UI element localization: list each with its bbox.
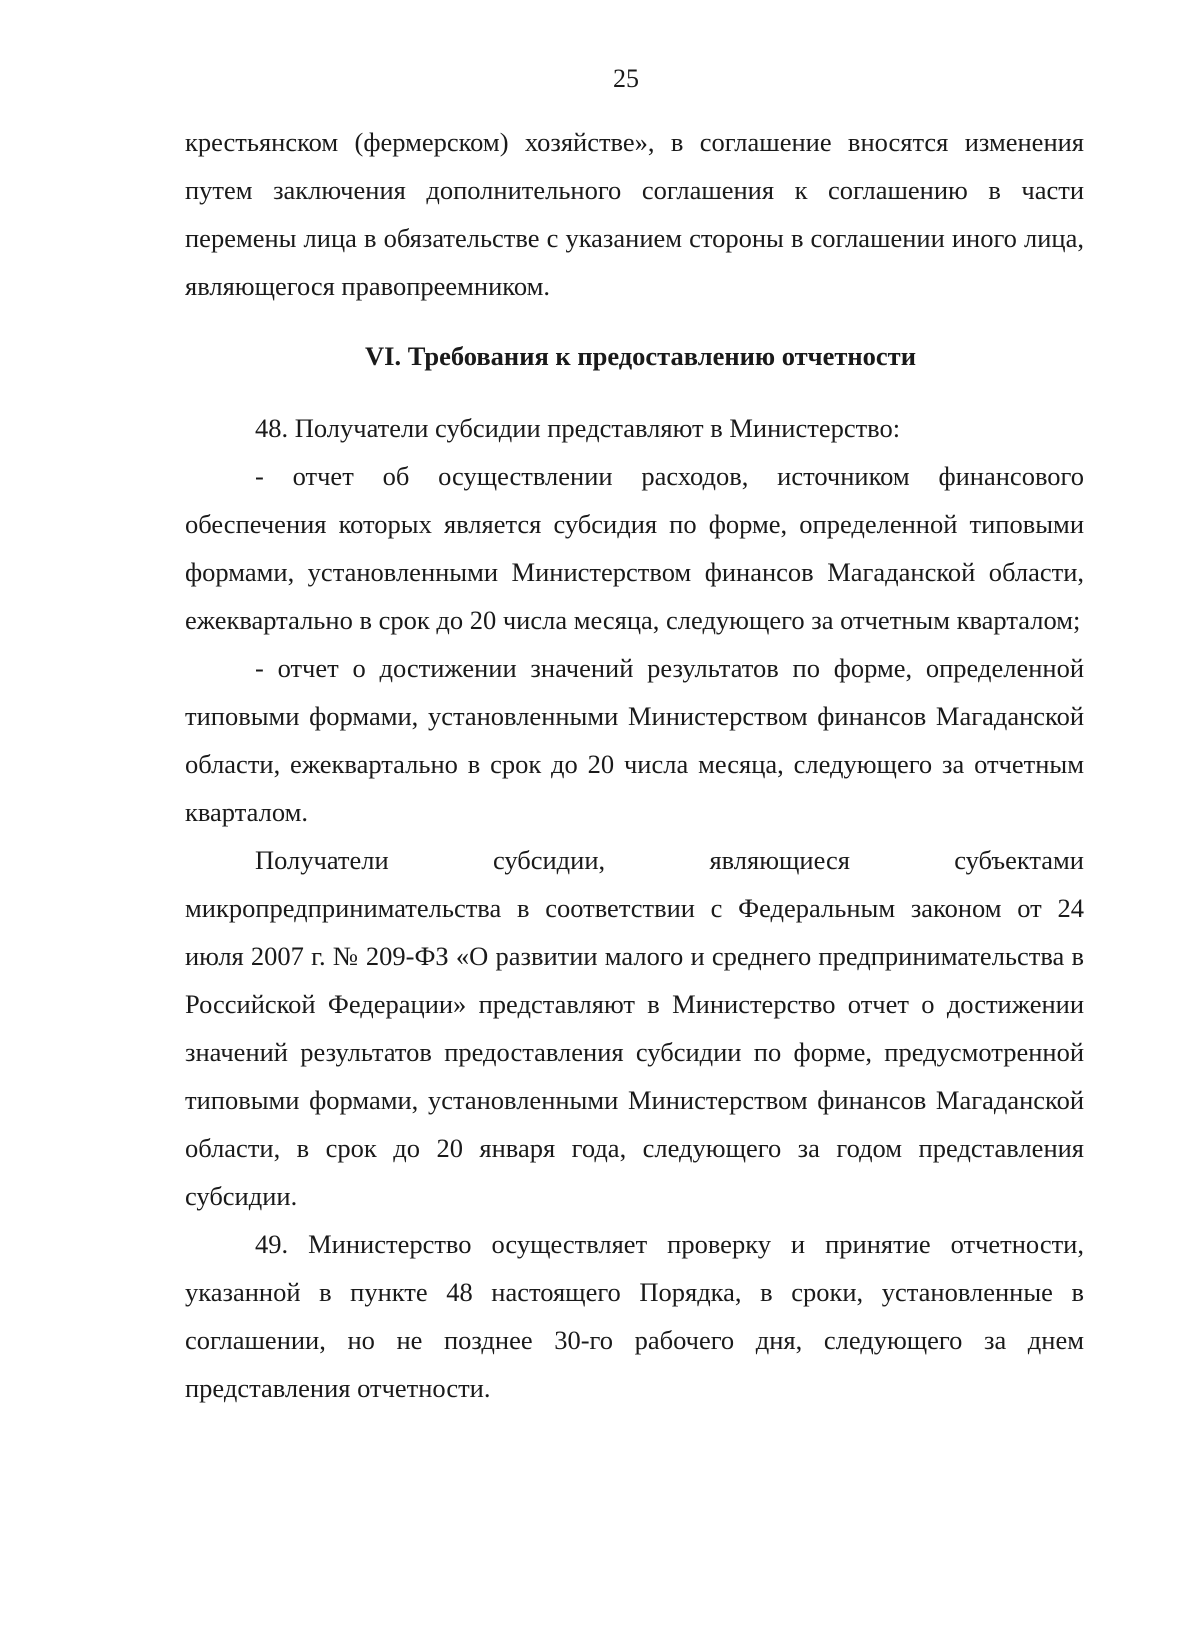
paragraph-48-item-2: - отчет о достижении значений результатов по форме, определенной типовыми формами, установленными Министерством финансов Магаданской области, ежеквартально в срок до 20 числа месяца, следующего за отчетным кварталом. <box>185 653 1084 827</box>
page-number: 25 <box>613 64 639 93</box>
paragraph-49: 49. Министерство осуществляет проверку и принятие отчетности, указанной в пункте 48 настоящего Порядка, в сроки, установленные в соглашении, но не позднее 30-го рабочего дня, следующего за днем представления отчетности. <box>185 1229 1084 1403</box>
document-body <box>185 118 1084 1412</box>
section-heading: VI. Требования к предоставлению отчетности <box>365 341 916 371</box>
paragraph-48-micro: Получатели субсидии, являющиеся субъектами микропредпринимательства в соответствии с Федеральным законом от 24 июля 2007 г. № 209-ФЗ «О развитии малого и среднего предпринимательства в Российской Федерации» представляют в Министерство отчет о достижении значений результатов предоставления субсидии по форме, предусмотренной типовыми формами, установленными Министерством финансов Магаданской области, в срок до 20 января года, следующего за годом представления субсидии. <box>185 845 1084 1211</box>
paragraph-continuation: крестьянском (фермерском) хозяйстве», в соглашение вносятся изменения путем заключения дополнительного соглашения к соглашению в части перемены лица в обязательстве с указанием стороны в соглашении иного лица, являющегося правопреемником. <box>185 127 1084 301</box>
paragraph-48-item-1: - отчет об осуществлении расходов, источником финансового обеспечения которых является субсидия по форме, определенной типовыми формами, установленными Министерством финансов Магаданской области, ежеквартально в срок до 20 числа месяца, следующего за отчетным кварталом; <box>185 461 1084 635</box>
paragraph-48-intro: 48. Получатели субсидии представляют в Министерство: <box>255 413 901 443</box>
